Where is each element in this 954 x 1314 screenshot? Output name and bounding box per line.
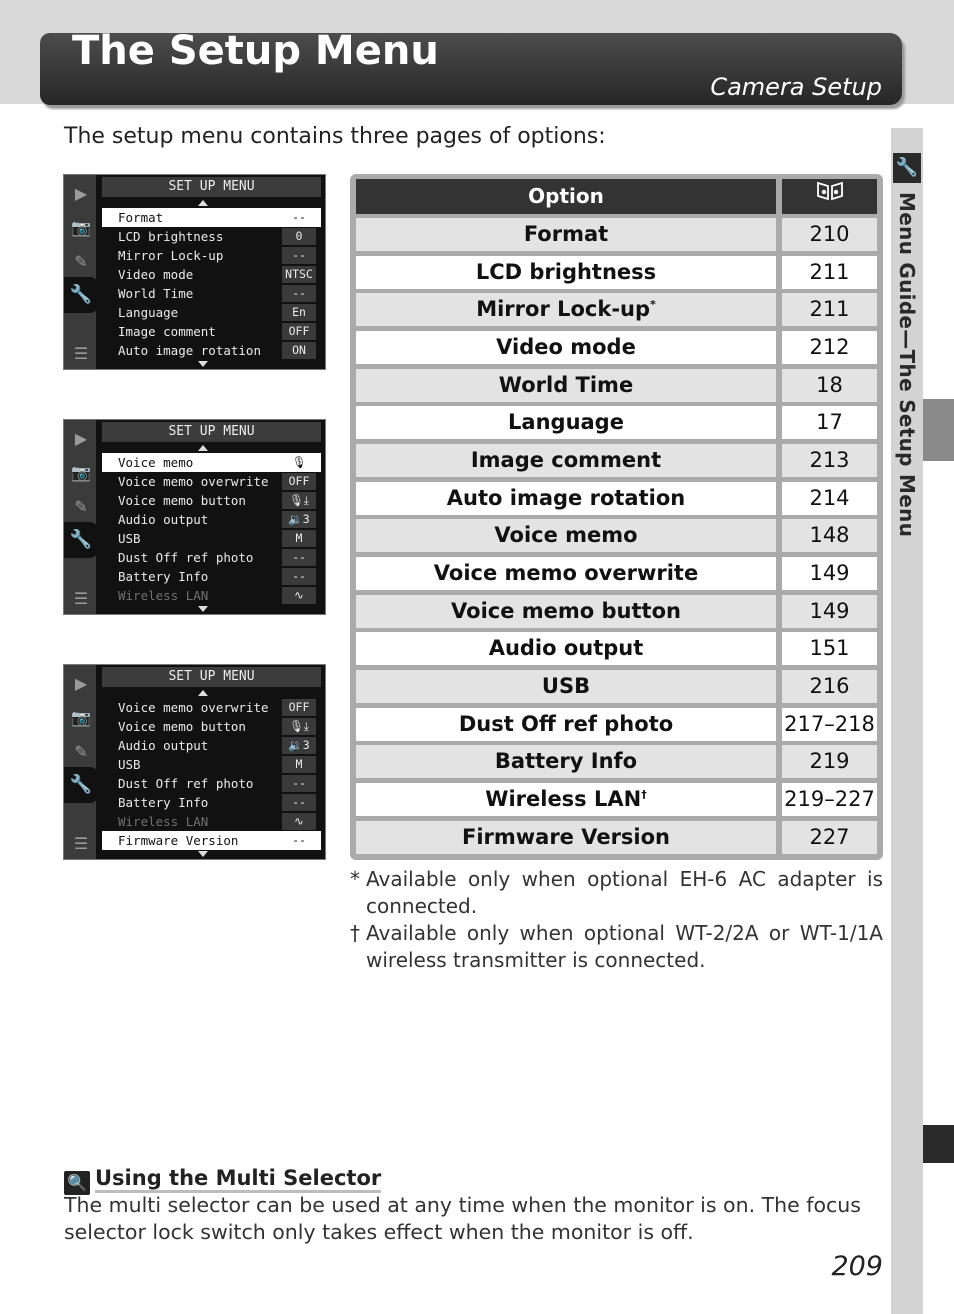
screen-menu-label: USB xyxy=(118,531,141,546)
footnote-text: Available only when optional EH-6 AC adapter is connected. xyxy=(366,867,883,918)
screen-menu-row xyxy=(102,793,321,812)
screen-menu-value: ∿ xyxy=(282,813,316,830)
setup-menu-screen xyxy=(63,664,326,860)
side-tab-label: Menu Guide—The Setup Menu xyxy=(895,192,919,538)
screen-menu-label: Format xyxy=(118,210,164,225)
scroll-up-icon xyxy=(198,690,208,696)
screen-menu-row xyxy=(102,472,321,491)
screen-menu-row xyxy=(102,265,321,284)
page-cell: 211 xyxy=(782,256,877,289)
screen-menu-value: En xyxy=(282,304,316,321)
scroll-up-icon xyxy=(198,200,208,206)
option-name: World Time xyxy=(498,373,634,397)
table-row xyxy=(356,519,877,552)
table-row xyxy=(356,595,877,628)
footnote-text: Available only when optional WT-2/2A or WT-1/1A wireless transmitter is connected. xyxy=(366,921,883,972)
screen-menu-label: LCD brightness xyxy=(118,229,224,244)
screen-menu-value: -- xyxy=(282,209,316,226)
playback-menu-icon: ▶ xyxy=(74,674,88,693)
screen-menu-row xyxy=(102,567,321,586)
screen-menu-value: -- xyxy=(282,568,316,585)
screen-menu-label: Battery Info xyxy=(118,569,209,584)
screen-menu-row xyxy=(102,246,321,265)
section-marker xyxy=(923,399,954,461)
section-subtitle: Camera Setup xyxy=(710,73,882,101)
footnote-mark: † xyxy=(641,788,647,801)
recent-settings-icon: ☰ xyxy=(73,344,89,363)
screen-menu-label: Auto image rotation xyxy=(118,343,261,358)
screen-menu-row xyxy=(102,717,321,736)
page-cell: 213 xyxy=(782,444,877,477)
option-name: Voice memo overwrite xyxy=(433,561,699,585)
setup-menu-screen xyxy=(63,174,326,370)
magnifier-icon: 🔍 xyxy=(64,1171,90,1195)
screen-menu-row xyxy=(102,586,321,605)
table-row xyxy=(356,256,877,289)
option-name: Image comment xyxy=(470,448,662,472)
screen-heading: SET UP MENU xyxy=(102,177,321,197)
screen-menu-label: Voice memo overwrite xyxy=(118,474,269,489)
screen-menu-label: World Time xyxy=(118,286,194,301)
screen-menu-label: Voice memo button xyxy=(118,493,246,508)
options-table xyxy=(350,174,883,860)
wrench-icon: 🔧 xyxy=(893,153,921,183)
screen-menu-label: Dust Off ref photo xyxy=(118,550,254,565)
tip-title-text: Using the Multi Selector xyxy=(95,1166,381,1193)
chapter-marker xyxy=(923,1125,954,1163)
screen-menu-label: Voice memo overwrite xyxy=(118,700,269,715)
screen-menu-value: -- xyxy=(282,775,316,792)
footnote xyxy=(350,920,883,974)
option-cell xyxy=(356,406,776,439)
screen-menu-value: 🔉3 xyxy=(282,511,316,528)
custom-settings-icon: ✎ xyxy=(74,252,88,271)
screen-menu-row xyxy=(102,755,321,774)
page-cell: 151 xyxy=(782,632,877,665)
screen-menu-value: -- xyxy=(282,832,316,849)
screen-menu-value: ON xyxy=(282,342,316,359)
page-number: 209 xyxy=(831,1251,883,1282)
screen-menu-row xyxy=(102,341,321,360)
option-name: Format xyxy=(523,222,609,246)
page-reference-icon xyxy=(782,179,877,214)
custom-settings-icon: ✎ xyxy=(74,497,88,516)
footnote-mark: * xyxy=(650,298,656,311)
scroll-down-icon xyxy=(198,361,208,367)
table-row xyxy=(356,331,877,364)
option-name: Video mode xyxy=(496,335,636,359)
table-row xyxy=(356,482,877,515)
screen-menu-value: 🎙 xyxy=(282,454,316,471)
screen-menu-value: M xyxy=(282,530,316,547)
screen-menu-value: OFF xyxy=(282,699,316,716)
playback-menu-icon: ▶ xyxy=(74,429,88,448)
option-cell xyxy=(356,670,776,703)
screen-menu-row xyxy=(102,491,321,510)
page-cell: 219 xyxy=(782,745,877,778)
screen-menu-row xyxy=(102,322,321,341)
table-row xyxy=(356,783,877,816)
page-cell: 212 xyxy=(782,331,877,364)
option-name: Battery Info xyxy=(494,749,638,773)
option-cell xyxy=(356,783,776,816)
scroll-down-icon xyxy=(198,606,208,612)
page-cell: 217–218 xyxy=(782,708,877,741)
screen-menu-value: 🎙⤓ xyxy=(282,492,316,509)
option-name: Voice memo xyxy=(494,523,638,547)
screen-menu-label: Dust Off ref photo xyxy=(118,776,254,791)
scroll-up-icon xyxy=(198,445,208,451)
page-cell: 149 xyxy=(782,595,877,628)
screen-menu-value: 0 xyxy=(282,228,316,245)
option-cell xyxy=(356,482,776,515)
page-cell: 216 xyxy=(782,670,877,703)
option-cell xyxy=(356,256,776,289)
setup-menu-icon: 🔧 xyxy=(64,522,98,558)
shooting-menu-icon: 📷 xyxy=(71,218,91,237)
option-name: Audio output xyxy=(488,636,644,660)
screen-menu-label: Voice memo button xyxy=(118,719,246,734)
page-cell: 210 xyxy=(782,218,877,251)
screen-heading: SET UP MENU xyxy=(102,422,321,442)
footnote xyxy=(350,866,883,920)
screen-menu-label: USB xyxy=(118,757,141,772)
screen-menu-label: Audio output xyxy=(118,512,209,527)
option-cell xyxy=(356,444,776,477)
screen-heading: SET UP MENU xyxy=(102,667,321,687)
screen-menu-label: Language xyxy=(118,305,179,320)
page-cell: 219–227 xyxy=(782,783,877,816)
screen-menu-value: -- xyxy=(282,794,316,811)
option-name: Mirror Lock-up xyxy=(476,297,651,321)
screen-menu-label: Audio output xyxy=(118,738,209,753)
setup-menu-icon: 🔧 xyxy=(64,277,98,313)
screen-menu-value: NTSC xyxy=(282,266,316,283)
screen-menu-value: M xyxy=(282,756,316,773)
screen-menu-row xyxy=(102,529,321,548)
option-cell xyxy=(356,293,776,326)
shooting-menu-icon: 📷 xyxy=(71,708,91,727)
option-cell xyxy=(356,331,776,364)
screen-menu-label: Mirror Lock-up xyxy=(118,248,224,263)
screen-menu-value: OFF xyxy=(282,473,316,490)
screen-menu-label: Voice memo xyxy=(118,455,194,470)
page-title: The Setup Menu xyxy=(72,28,439,74)
table-header-option: Option xyxy=(356,179,776,214)
setup-menu-icon: 🔧 xyxy=(64,767,98,803)
option-cell xyxy=(356,519,776,552)
screen-menu-row xyxy=(102,774,321,793)
tip-heading xyxy=(64,1166,381,1195)
option-cell xyxy=(356,218,776,251)
screen-menu-row xyxy=(102,208,321,227)
option-cell xyxy=(356,821,776,854)
screen-menu-label: Firmware Version xyxy=(118,833,239,848)
footnotes xyxy=(350,866,883,974)
screen-menu-row xyxy=(102,831,321,850)
screen-menu-value: 🔉3 xyxy=(282,737,316,754)
table-row xyxy=(356,218,877,251)
screen-menu-row xyxy=(102,698,321,717)
option-name: Voice memo button xyxy=(451,599,681,623)
page-cell: 227 xyxy=(782,821,877,854)
recent-settings-icon: ☰ xyxy=(73,589,89,608)
screen-menu-label: Battery Info xyxy=(118,795,209,810)
option-cell xyxy=(356,708,776,741)
table-row xyxy=(356,745,877,778)
screen-menu-row xyxy=(102,227,321,246)
custom-settings-icon: ✎ xyxy=(74,742,88,761)
screen-menu-row xyxy=(102,284,321,303)
screen-menu-row xyxy=(102,303,321,322)
page-cell: 214 xyxy=(782,482,877,515)
scroll-down-icon xyxy=(198,851,208,857)
screen-menu-label: Wireless LAN xyxy=(118,588,209,603)
screen-menu-row xyxy=(102,736,321,755)
table-row xyxy=(356,632,877,665)
screen-menu-row xyxy=(102,548,321,567)
screen-menu-label: Image comment xyxy=(118,324,216,339)
option-name: USB xyxy=(541,674,591,698)
screen-menu-value: ∿ xyxy=(282,587,316,604)
option-name: Dust Off ref photo xyxy=(458,712,674,736)
footnote-symbol: † xyxy=(350,921,360,945)
playback-menu-icon: ▶ xyxy=(74,184,88,203)
footnote-symbol: * xyxy=(350,867,360,891)
table-row xyxy=(356,708,877,741)
option-cell xyxy=(356,595,776,628)
screen-menu-row xyxy=(102,453,321,472)
screen-menu-value: -- xyxy=(282,285,316,302)
option-name: LCD brightness xyxy=(475,260,657,284)
table-row xyxy=(356,293,877,326)
setup-menu-screen xyxy=(63,419,326,615)
page-cell: 18 xyxy=(782,369,877,402)
screen-menu-value: OFF xyxy=(282,323,316,340)
table-row xyxy=(356,557,877,590)
shooting-menu-icon: 📷 xyxy=(71,463,91,482)
option-name: Firmware Version xyxy=(461,825,671,849)
page-cell: 148 xyxy=(782,519,877,552)
option-cell xyxy=(356,745,776,778)
option-cell xyxy=(356,632,776,665)
screen-menu-row xyxy=(102,812,321,831)
tip-body: The multi selector can be used at any time when the monitor is on. The focus selector lock switch only takes effect when the monitor is off. xyxy=(64,1193,861,1244)
option-cell xyxy=(356,369,776,402)
page-cell: 17 xyxy=(782,406,877,439)
intro-text: The setup menu contains three pages of options: xyxy=(64,124,606,149)
option-name: Auto image rotation xyxy=(446,486,686,510)
option-name: Wireless LAN xyxy=(485,787,642,811)
screen-menu-value: 🎙⤓ xyxy=(282,718,316,735)
table-row xyxy=(356,821,877,854)
screen-menu-label: Video mode xyxy=(118,267,194,282)
table-row xyxy=(356,670,877,703)
option-cell xyxy=(356,557,776,590)
page-cell: 211 xyxy=(782,293,877,326)
page-cell: 149 xyxy=(782,557,877,590)
recent-settings-icon: ☰ xyxy=(73,834,89,853)
option-name: Language xyxy=(508,410,624,434)
table-row xyxy=(356,406,877,439)
screen-menu-value: -- xyxy=(282,549,316,566)
table-row xyxy=(356,444,877,477)
screen-menu-row xyxy=(102,510,321,529)
screen-menu-label: Wireless LAN xyxy=(118,814,209,829)
screen-menu-value: -- xyxy=(282,247,316,264)
table-row xyxy=(356,369,877,402)
